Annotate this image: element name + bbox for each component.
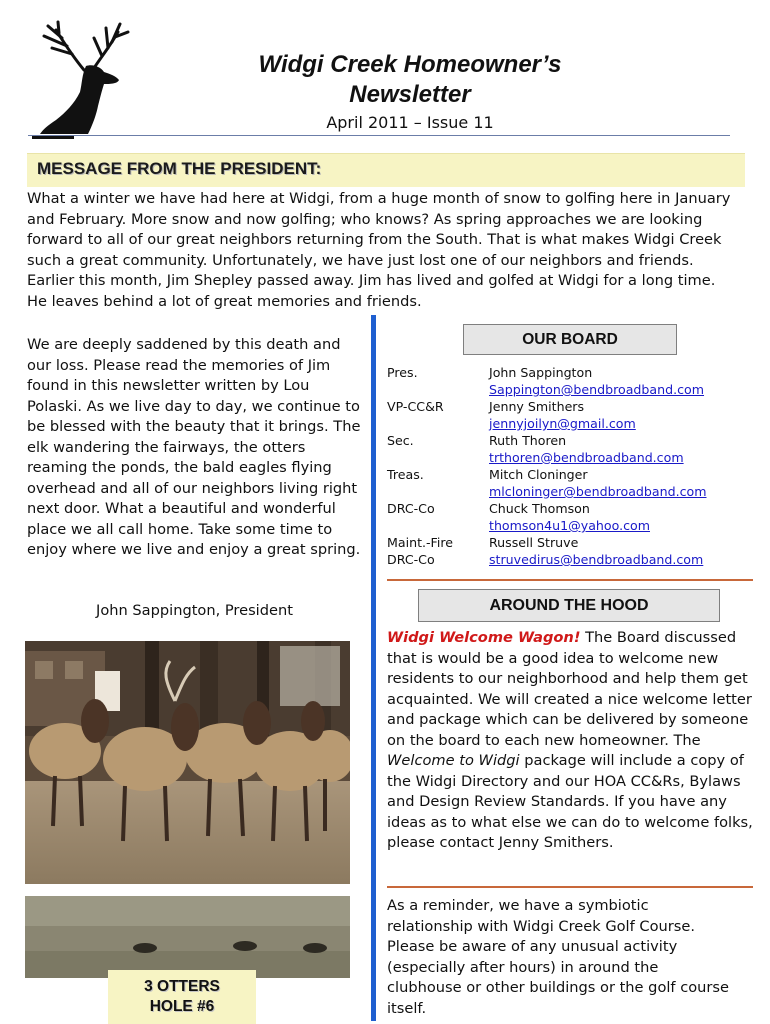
board-name: Jenny Smithers — [489, 399, 585, 414]
board-email-link[interactable]: thomson4u1@yahoo.com — [489, 518, 650, 533]
board-email-link[interactable]: struvedirus@bendbroadband.com — [489, 552, 704, 567]
board-name: Ruth Thoren — [489, 433, 567, 448]
hood-text-part-a: The Board discussed that is would be a good idea to welcome new residents to our neighborhood and help them get acquainted. We will created a nice welcome letter and package which can be delivered by someone on the board to each new homeowner. The — [387, 629, 752, 749]
board-member — [387, 534, 747, 568]
otters-photo — [25, 896, 350, 978]
welcome-to-widgi-text: Welcome to Widgi — [387, 752, 520, 769]
board-member — [387, 500, 747, 534]
newsletter-title — [160, 50, 660, 110]
president-banner — [27, 153, 745, 187]
board-role: Treas. — [387, 467, 424, 482]
president-heading: MESSAGE FROM THE PRESIDENT: — [37, 159, 322, 178]
otter-photo-caption — [108, 970, 256, 1024]
board-name: Mitch Cloninger — [489, 467, 588, 482]
board-email-link[interactable]: jennyjoilyn@gmail.com — [489, 416, 636, 431]
title-line-1: Widgi Creek Homeowner’s — [258, 51, 562, 78]
board-list — [387, 364, 747, 568]
elk-herd-photo — [25, 641, 350, 884]
board-member — [387, 364, 747, 398]
section-divider — [387, 886, 753, 888]
board-role: DRC-Co — [387, 501, 435, 516]
welcome-wagon-title: Widgi Welcome Wagon! — [387, 629, 581, 646]
president-signature: John Sappington, President — [96, 602, 293, 619]
hood-text-part-b: package will include a copy of the Widgi Directory and our HOA CC&Rs, Bylaws and Design Review Standards. If you have any ideas as to what else we can do to welcome folks, please contact Jenny Smithers. — [387, 752, 753, 851]
hood-heading: AROUND THE HOOD — [418, 589, 720, 622]
board-member — [387, 432, 747, 466]
board-name: Chuck Thomson — [489, 501, 590, 516]
board-email-link[interactable]: trthoren@bendbroadband.com — [489, 450, 684, 465]
elk-silhouette-icon — [22, 18, 132, 140]
section-divider — [387, 579, 753, 581]
president-continued: We are deeply saddened by this death and our loss. Please read the memories of Jim found in this newsletter written by Lou Polaski. As we live day to day, we continue to be blessed with the beauty that it brings. The elk wandering the fairways, the otters reaming the ponds, the bald eagles flying overhead and all of our neighbors living right next door. What a beautiful and wonderful place we all call home. Take some time to enjoy where we live and enjoy a great spring. — [27, 336, 361, 558]
board-role: VP-CC&R — [387, 399, 444, 414]
board-role-secondary: DRC-Co — [387, 552, 435, 567]
board-name: Russell Struve — [489, 535, 579, 550]
header-divider — [28, 135, 730, 136]
board-role: Pres. — [387, 365, 418, 380]
president-intro: What a winter we have had here at Widgi, from a huge month of snow to golfing here in January and February. More snow and now golfing; who knows? As spring approaches we are looking forward to all of our great neighbors returning from the South. That is what makes Widgi Creek such a great community. Unfortunately, we have just lost one of our neighbors and friends. Earlier this month, Jim Shepley passed away. Jim has lived and golfed at Widgi for a long time. He leaves behind a lot of great memories and friends. — [27, 190, 731, 310]
board-member — [387, 466, 747, 500]
board-role: Maint.-Fire — [387, 535, 454, 550]
hood-paragraph — [387, 628, 763, 854]
board-role: Sec. — [387, 433, 414, 448]
title-line-2: Newsletter — [349, 81, 471, 108]
issue-line: April 2011 – Issue 11 — [326, 113, 494, 132]
column-divider — [371, 315, 376, 1021]
board-email-link[interactable]: mlcloninger@bendbroadband.com — [489, 484, 707, 499]
board-heading: OUR BOARD — [463, 324, 677, 355]
board-name: John Sappington — [489, 365, 593, 380]
golf-reminder-paragraph: As a reminder, we have a symbiotic relationship with Widgi Creek Golf Course. Please be aware of any unusual activity (especially after hours) in around the clubhouse or other buildings or the golf course itself. — [387, 897, 729, 1017]
board-email-link[interactable]: Sappington@bendbroadband.com — [489, 382, 705, 397]
board-member — [387, 398, 747, 432]
otter-caption-line-2: HOLE #6 — [149, 998, 215, 1015]
otter-caption-line-1: 3 OTTERS — [144, 978, 220, 995]
